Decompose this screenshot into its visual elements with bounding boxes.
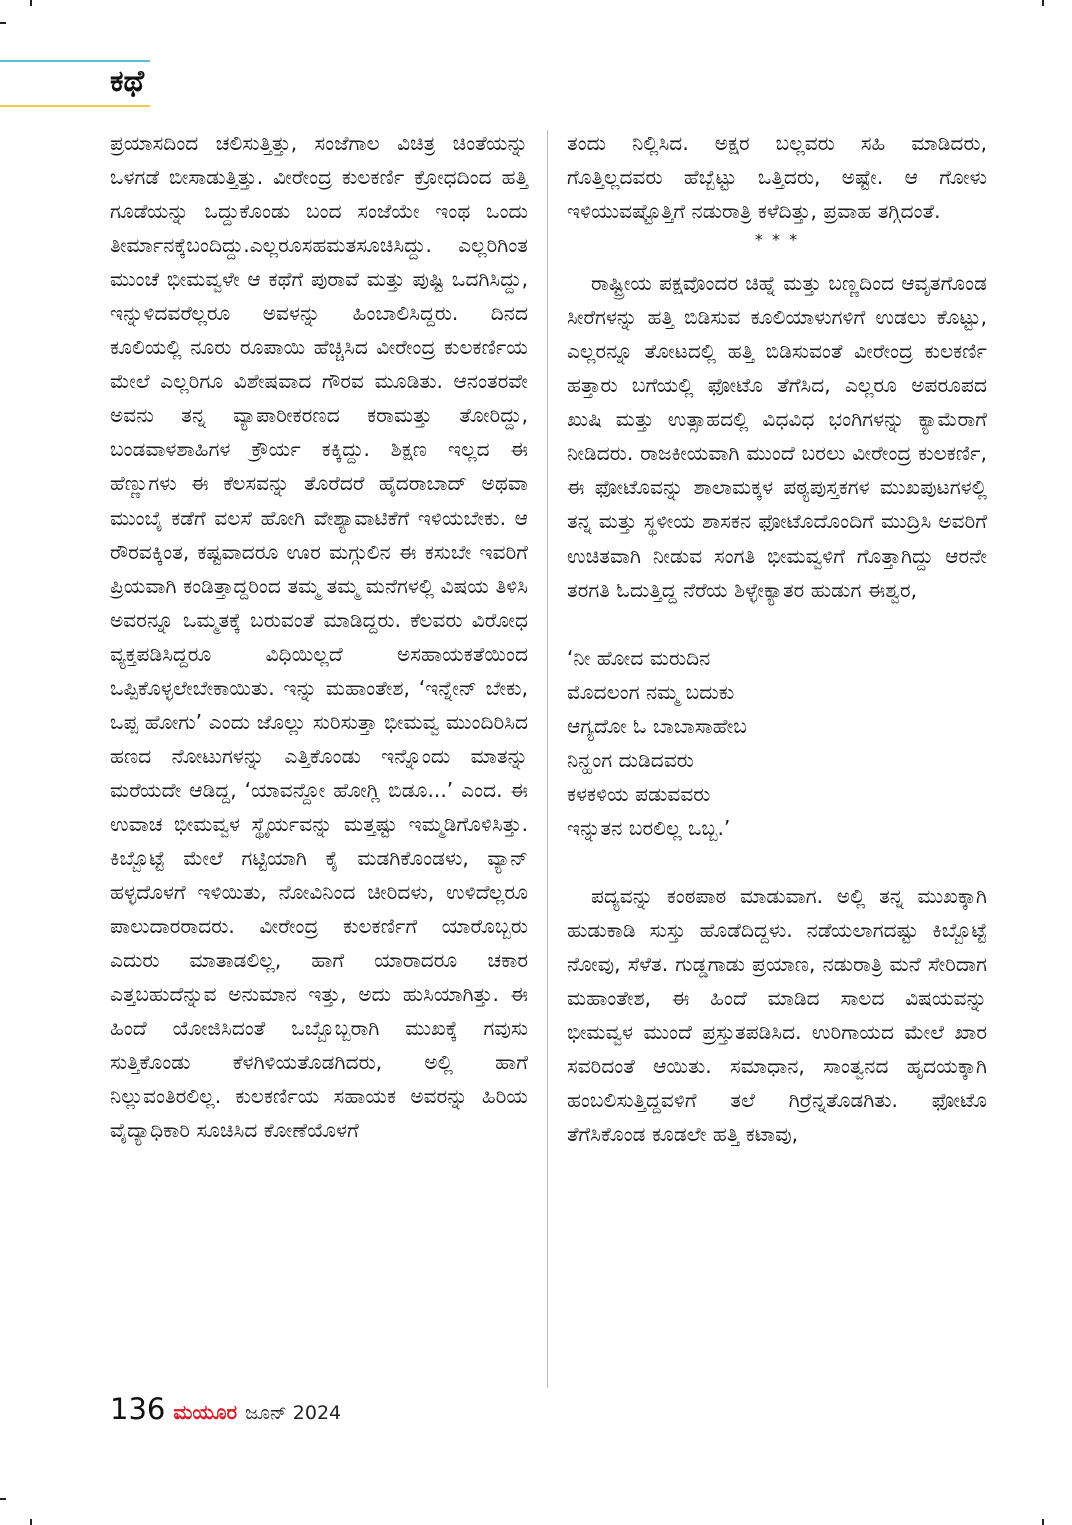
poem-line: ‘ನೀ ಹೋದ ಮರುದಿನ (567, 645, 711, 670)
poem-line: ಕಳಕಳಿಯ ಪಡುವವರು (567, 781, 711, 806)
left-column (110, 126, 528, 1147)
magazine-logo: ಮಯೂರ (173, 1400, 238, 1424)
body-paragraph: ತಂದು ನಿಲ್ಲಿಸಿದ. ಅಕ್ಷರ ಬಲ್ಲವರು ಸಹಿ ಮಾಡಿದರು, ಗೊತ್ತಿಲ್ಲದವರು ಹೆಬ್ಬೆಟ್ಟು ಒತ್ತಿದರು, ಅಷ್ಟೇ. ಆ ಗೋಳು ಇಳಿಯುವಷ್ಟೊತ್ತಿಗೆ ನಡುರಾತ್ರಿ ಕಳೆದಿತ್ತು, ಪ್ರವಾಹ ತಗ್ಗಿದಂತೆ. (567, 131, 987, 224)
column-divider (547, 130, 548, 1388)
body-paragraph: ರಾಷ್ಟ್ರೀಯ ಪಕ್ಷವೊಂದರ ಚಿಹ್ನೆ ಮತ್ತು ಬಣ್ಣದಿಂದ ಆವೃತಗೊಂಡ ಸೀರೆಗಳನ್ನು ಹತ್ತಿ ಬಿಡಿಸುವ ಕೂಲಿಯಾಳುಗಳಿಗೆ ಉಡಲು ಕೊಟ್ಟು, ಎಲ್ಲರನ್ನೂ ತೋಟದಲ್ಲಿ ಹತ್ತಿ ಬಿಡಿಸುವಂತೆ ವೀರೇಂದ್ರ ಕುಲಕರ್ಣಿ ಹತ್ತಾರು ಬಗೆಯಲ್ಲಿ ಫೋಟೊ ತೆಗೆಸಿದ, ಎಲ್ಲರೂ ಅಪರೂಪದ ಖುಷಿ ಮತ್ತು ಉತ್ಸಾಹದಲ್ಲಿ ವಿಧವಿಧ ಭಂಗಿಗಳನ್ನು ಕ್ಯಾಮೆರಾಗೆ ನೀಡಿದರು. ರಾಜಕೀಯವಾಗಿ ಮುಂದೆ ಬರಲು ವೀರೇಂದ್ರ ಕುಲಕರ್ಣಿ, ಈ ಫೋಟೊವನ್ನು ಶಾಲಾಮಕ್ಕಳ ಪಠ್ಯಪುಸ್ತಕಗಳ ಮುಖಪುಟಗಳಲ್ಲಿ ತನ್ನ ಮತ್ತು ಸ್ಥಳೀಯ ಶಾಸಕನ ಫೋಟೊದೊಂದಿಗೆ ಮುದ್ರಿಸಿ ಅವರಿಗೆ ಉಚಿತವಾಗಿ ನೀಡುವ ಸಂಗತಿ ಭೀಮವ್ವಳಿಗೆ ಗೊತ್ತಾಗಿದ್ದು ಆರನೇ ತರಗತಿ ಓದುತ್ತಿದ್ದ ನೆರೆಯ ಶಿಳ್ಳೇಕ್ಯಾತರ ಹುಡುಗ ಈಶ್ವರ, (567, 271, 987, 602)
crop-mark (0, 22, 6, 24)
crop-mark (0, 1498, 6, 1500)
crop-mark (1042, 0, 1044, 6)
section-title: ಕಥೆ (110, 64, 145, 99)
poem-line: ನಿನ್ಹಂಗ ದುಡಿದವರು (567, 747, 694, 772)
page-footer (110, 1392, 341, 1426)
poem-block (567, 641, 987, 845)
crop-mark (30, 0, 32, 6)
section-accent-top (0, 60, 150, 62)
poem-line: ಮೊದಲಂಗ ನಮ್ಮ ಬದುಕು (567, 679, 735, 704)
right-column (567, 126, 987, 1151)
issue-date: ಜೂನ್ 2024 (245, 1402, 342, 1424)
body-paragraph: ಪ್ರಯಾಸದಿಂದ ಚಲಿಸುತ್ತಿತ್ತು, ಸಂಜೆಗಾಲ ವಿಚಿತ್ರ ಚಿಂತೆಯನ್ನು ಒಳಗಡೆ ಬೀಸಾಡುತ್ತಿತ್ತು. ವೀರೇಂದ್ರ ಕುಲಕರ್ಣಿ ಕ್ರೋಧದಿಂದ ಹತ್ತಿ ಗೂಡೆಯನ್ನು ಒದ್ದುಕೊಂಡು ಬಂದ ಸಂಜೆಯೇ ಇಂಥ ಒಂದು ತೀರ್ಮಾನಕ್ಕೆಬಂದಿದ್ದು.ಎಲ್ಲರೂಸಹಮತಸೂಚಿಸಿದ್ದು. ಎಲ್ಲರಿಗಿಂತ ಮುಂಚೆ ಭೀಮವ್ವಳೇ ಆ ಕಥೆಗೆ ಪುರಾವೆ ಮತ್ತು ಪುಷ್ಟಿ ಒದಗಿಸಿದ್ದು, ಇನ್ನುಳಿದವರೆಲ್ಲರೂ ಅವಳನ್ನು ಹಿಂಬಾಲಿಸಿದ್ದರು. ದಿನದ ಕೂಲಿಯಲ್ಲಿ ನೂರು ರೂಪಾಯಿ ಹೆಚ್ಚಿಸಿದ ವೀರೇಂದ್ರ ಕುಲಕರ್ಣಿಯ ಮೇಲೆ ಎಲ್ಲರಿಗೂ ವಿಶೇಷವಾದ ಗೌರವ ಮೂಡಿತು. ಆನಂತರವೇ ಅವನು ತನ್ನ ವ್ಯಾಪಾರೀಕರಣದ ಕರಾಮತ್ತು ತೋರಿದ್ದು, ಬಂಡವಾಳಶಾಹಿಗಳ ಕ್ರೌರ್ಯ ಕಕ್ಕಿದ್ದು. ಶಿಕ್ಷಣ ಇಲ್ಲದ ಈ ಹೆಣ್ಣುಗಳು ಈ ಕೆಲಸವನ್ನು ತೊರೆದರೆ ಹೈದರಾಬಾದ್ ಅಥವಾ ಮುಂಬೈ ಕಡೆಗೆ ವಲಸೆ ಹೋಗಿ ವೇಶ್ಯಾವಾಟಿಕೆಗೆ ಇಳಿಯಬೇಕು. ಆ ರೌರವಕ್ಕಿಂತ, ಕಷ್ಟವಾದರೂ ಊರ ಮಗ್ಗುಲಿನ ಈ ಕಸುಬೇ ಇವರಿಗೆ ಪ್ರಿಯವಾಗಿ ಕಂಡಿತ್ತಾದ್ದರಿಂದ ತಮ್ಮ ತಮ್ಮ ಮನೆಗಳಲ್ಲಿ ವಿಷಯ ತಿಳಿಸಿ ಅವರನ್ನೂ ಒಮ್ಮತಕ್ಕೆ ಬರುವಂತೆ ಮಾಡಿದ್ದರು. ಕೆಲವರು ವಿರೋಧ ವ್ಯಕ್ತಪಡಿಸಿದ್ದರೂ ವಿಧಿಯಿಲ್ಲದೆ ಅಸಹಾಯಕತೆಯಿಂದ ಒಪ್ಪಿಕೊಳ್ಳಲೇಬೇಕಾಯಿತು. ಇನ್ನು ಮಹಾಂತೇಶ, ‘ಇನ್ನೇನ್ ಬೇಕು, ಒಪ್ಪ ಹೋಗು’ ಎಂದು ಜೊಲ್ಲು ಸುರಿಸುತ್ತಾ ಭೀಮವ್ವ ಮುಂದಿರಿಸಿದ ಹಣದ ನೋಟುಗಳನ್ನು ಎತ್ತಿಕೊಂಡು ಇನ್ನೊಂದು ಮಾತನ್ನು ಮರೆಯದೇ ಆಡಿದ್ದ, ‘ಯಾವನ್ದೋ ಹೋಗ್ಲಿ ಬಿಡೂ...’ ಎಂದ. ಈ ಉವಾಚ ಭೀಮವ್ವಳ ಸ್ಥೈರ್ಯವನ್ನು ಮತ್ತಷ್ಟು ಇಮ್ಮಡಿಗೊಳಿಸಿತ್ತು. ಕಿಬ್ಬೊಟ್ಟೆ ಮೇಲೆ ಗಟ್ಟಿಯಾಗಿ ಕೈ ಮಡಗಿಕೊಂಡಳು, ವ್ಯಾನ್ ಹಳ್ಳದೊಳಗೆ ಇಳಿಯಿತು, ನೋವಿನಿಂದ ಚೀರಿದಳು, ಉಳಿದೆಲ್ಲರೂ ಪಾಲುದಾರರಾದರು. ವೀರೇಂದ್ರ ಕುಲಕರ್ಣಿಗೆ ಯಾರೊಬ್ಬರು ಎದುರು ಮಾತಾಡಲಿಲ್ಲ, ಹಾಗೆ ಯಾರಾದರೂ ಚಕಾರ ಎತ್ತಬಹುದೆನ್ನುವ ಅನುಮಾನ ಇತ್ತು, ಅದು ಹುಸಿಯಾಗಿತ್ತು. ಈ ಹಿಂದೆ ಯೋಜಿಸಿದಂತೆ ಒಬ್ಬೊಬ್ಬರಾಗಿ ಮುಖಕ್ಕೆ ಗವುಸು ಸುತ್ತಿಕೊಂಡು ಕೆಳಗಿಳಿಯತೊಡಗಿದರು, ಅಲ್ಲಿ ಹಾಗೆ ನಿಲ್ಲುವಂತಿರಲಿಲ್ಲ. ಕುಲಕರ್ಣಿಯ ಸಹಾಯಕ ಅವರನ್ನು ಹಿರಿಯ ವೈದ್ಯಾಧಿಕಾರಿ ಸೂಚಿಸಿದ ಕೋಣೆಯೊಳಗೆ (110, 131, 528, 1143)
poem-line: ಆಗ್ಯದೋ ಓ ಬಾಬಾಸಾಹೇಬ (567, 713, 747, 738)
poem-line: ಇನ್ನುತನ ಬರಲಿಲ್ಲ ಒಬ್ಬ.’ (567, 815, 731, 840)
section-break: * * * (754, 230, 800, 250)
page-number: 136 (110, 1392, 166, 1426)
crop-mark (30, 1519, 32, 1525)
section-accent-bottom (0, 105, 150, 107)
crop-mark (1042, 1519, 1044, 1525)
body-paragraph: ಪದ್ಯವನ್ನು ಕಂಠಪಾಠ ಮಾಡುವಾಗ. ಅಲ್ಲಿ ತನ್ನ ಮುಖಕ್ಕಾಗಿ ಹುಡುಕಾಡಿ ಸುಸ್ತು ಹೊಡೆದಿದ್ದಳು. ನಡೆಯಲಾಗದಷ್ಟು ಕಿಬ್ಬೊಟ್ಟೆ ನೋವು, ಸೆಳೆತ. ಗುಡ್ಡಗಾಡು ಪ್ರಯಾಣ, ನಡುರಾತ್ರಿ ಮನೆ ಸೇರಿದಾಗ ಮಹಾಂತೇಶ, ಈ ಹಿಂದೆ ಮಾಡಿದ ಸಾಲದ ವಿಷಯವನ್ನು ಭೀಮವ್ವಳ ಮುಂದೆ ಪ್ರಸ್ತುತಪಡಿಸಿದ. ಉರಿಗಾಯದ ಮೇಲೆ ಖಾರ ಸವರಿದಂತೆ ಆಯಿತು. ಸಮಾಧಾನ, ಸಾಂತ್ವನದ ಹೃದಯಕ್ಕಾಗಿ ಹಂಬಲಿಸುತ್ತಿದ್ದವಳಿಗೆ ತಲೆ ಗಿರ್ರೆನ್ನತೊಡಗಿತು. ಫೋಟೊ ತೆಗೆಸಿಕೊಂಡ ಕೂಡಲೇ ಹತ್ತಿ ಕಟಾವು, (567, 883, 987, 1147)
